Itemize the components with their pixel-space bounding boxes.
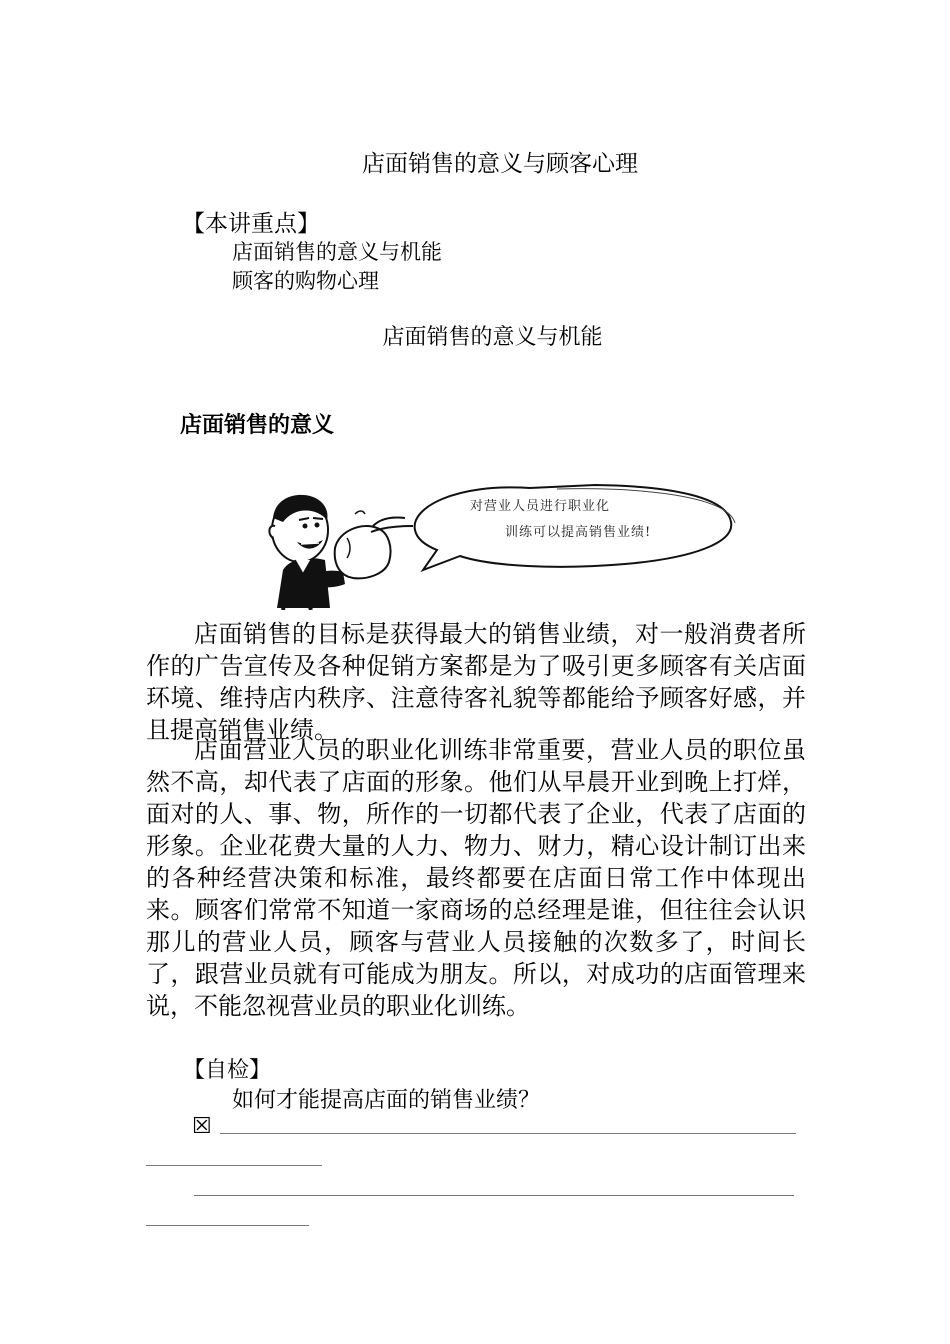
answer-line[interactable] [146,1165,322,1166]
answer-line[interactable] [146,1225,309,1226]
salesman-illustration [255,478,745,610]
document-title: 店面销售的意义与顾客心理 [362,151,638,177]
key-points-heading: 【本讲重点】 [182,211,320,237]
self-check-heading: 【自检】 [183,1058,272,1083]
body-paragraph: 店面销售的目标是获得最大的销售业绩，对一般消费者所作的广告宣传及各种促销方案都是为了吸引更多顾客有关店面环境、维持店内秩序、注意待客礼貌等都能给予顾客好感，并且提高销售业绩。 [146,620,806,744]
subsection-title: 店面销售的意义 [180,413,335,438]
body-paragraph: 店面营业人员的职业化训练非常重要，营业人员的职位虽然不高，却代表了店面的形象。他们从早晨开业到晚上打烊，面对的人、事、物，所作的一切都代表了企业，代表了店面的形象。企业花费大量的人力、物力、财力，精心设计制订出来的各种经营决策和标准，最终都要在店面日常工作中体现出来。顾客们常常不知道一家商场的总经理是谁，但往往会认识那儿的营业人员，顾客与营业人员接触的次数多了，时间长了，跟营业员就有可能成为朋友。所以，对成功的店面管理来说，不能忽视营业员的职业化训练。 [146,736,806,1020]
bubble-text-line2: 训练可以提高销售业绩! [505,525,652,540]
key-point-item: 顾客的购物心理 [232,269,379,293]
key-point-item: 店面销售的意义与机能 [232,240,442,264]
answer-line[interactable] [194,1195,794,1196]
self-check-question: 如何才能提高店面的销售业绩？ [232,1088,541,1113]
bubble-text-line1: 对营业人员进行职业化 [470,499,611,514]
section-title: 店面销售的意义与机能 [382,325,603,350]
answer-checkbox-icon[interactable]: ☒ [192,1114,212,1139]
answer-line[interactable] [220,1133,796,1134]
